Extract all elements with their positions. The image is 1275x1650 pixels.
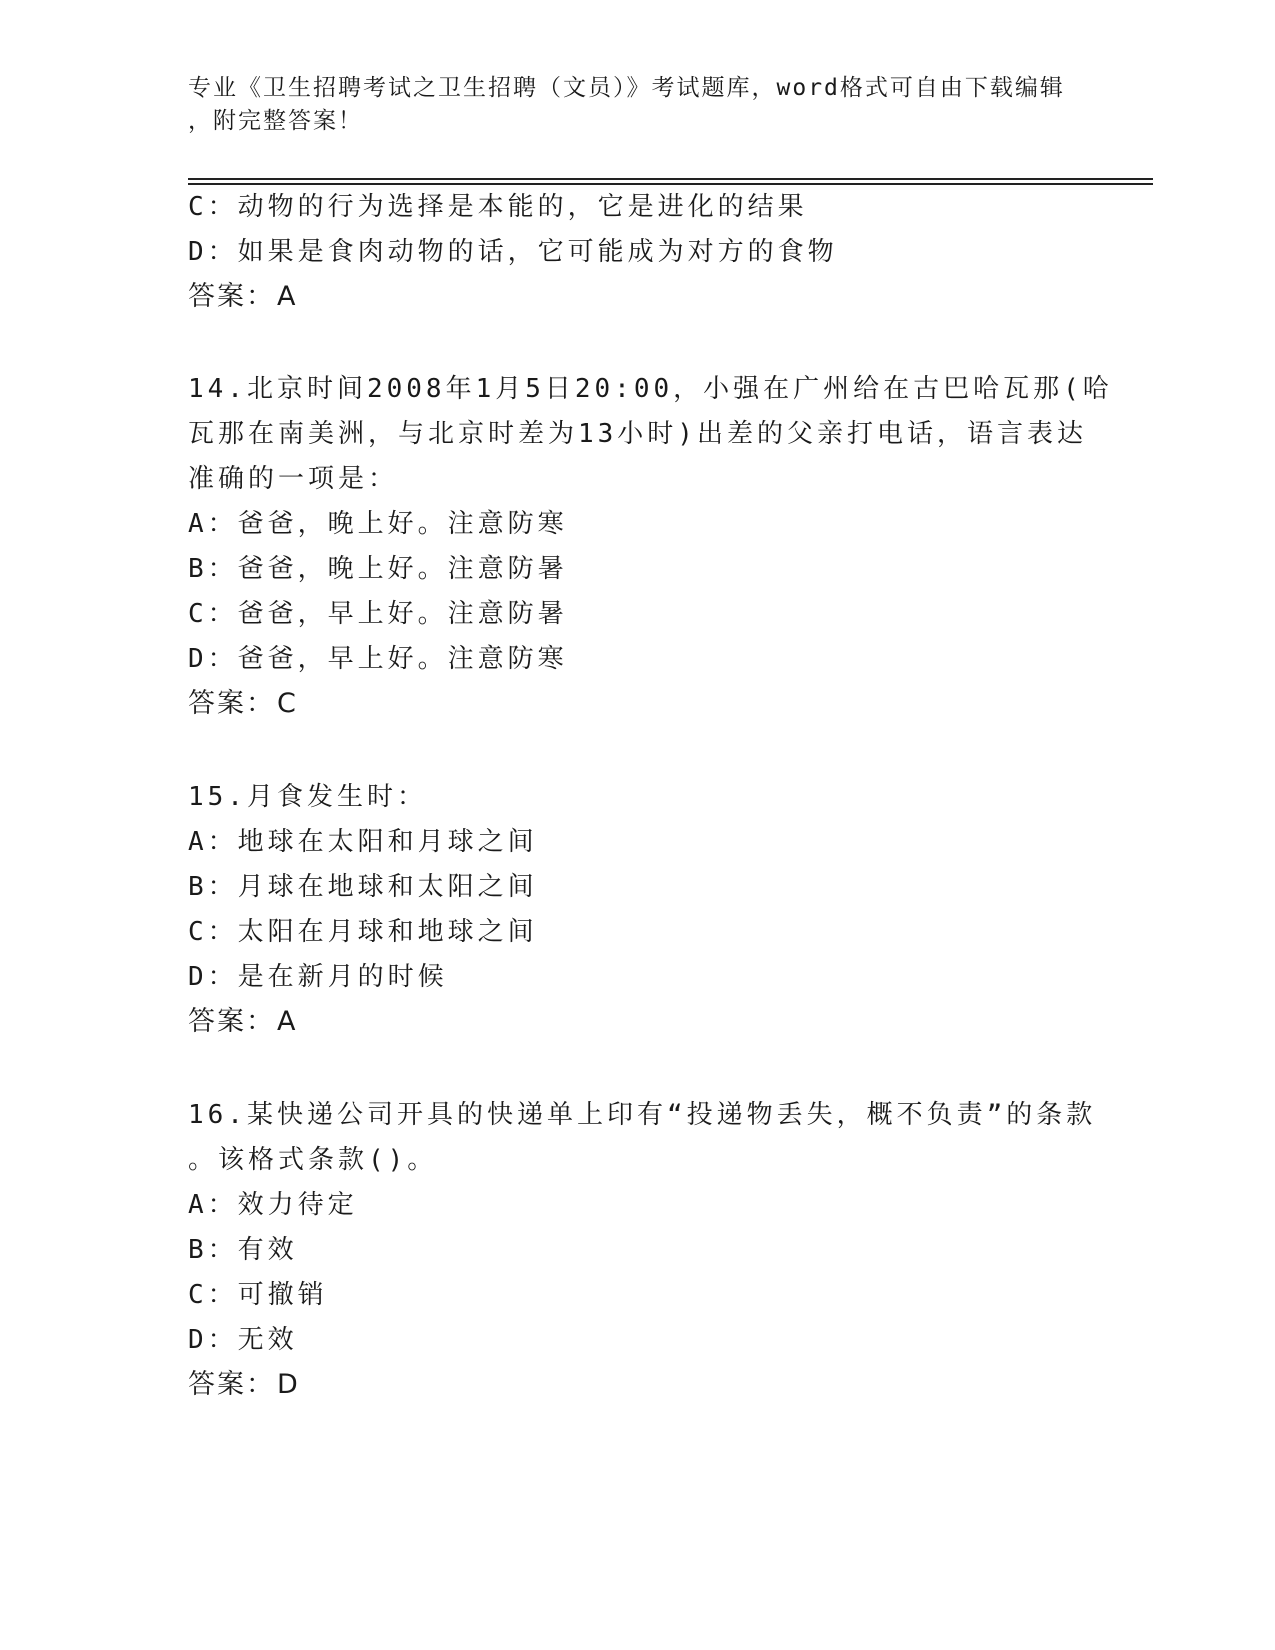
q15-option-a: A：地球在太阳和月球之间 bbox=[188, 827, 538, 857]
q14-option-b: B：爸爸，晚上好。注意防暑 bbox=[188, 554, 568, 584]
answer-value: A bbox=[277, 1006, 298, 1037]
q13-option-d: D：如果是食肉动物的话，它可能成为对方的食物 bbox=[188, 237, 838, 267]
answer-label: 答案： bbox=[188, 281, 275, 312]
q14-answer bbox=[188, 687, 298, 721]
q16-answer bbox=[188, 1368, 300, 1402]
q14-option-c: C：爸爸，早上好。注意防暑 bbox=[188, 599, 568, 629]
q15-option-b: B：月球在地球和太阳之间 bbox=[188, 872, 538, 902]
q15-answer bbox=[188, 1005, 297, 1039]
header-divider-top bbox=[188, 178, 1153, 180]
q14-stem-line-3: 准确的一项是： bbox=[188, 464, 399, 494]
answer-label: 答案： bbox=[188, 688, 275, 719]
q15-stem-line-1: 15.月食发生时： bbox=[188, 782, 427, 812]
header-line-1: 专业《卫生招聘考试之卫生招聘（文员）》考试题库，word格式可自由下载编辑 bbox=[188, 75, 1065, 101]
header-line-2: ，附完整答案！ bbox=[188, 108, 363, 134]
q13-answer bbox=[188, 280, 297, 314]
q14-stem-line-2: 瓦那在南美洲，与北京时差为13小时)出差的父亲打电话，语言表达 bbox=[188, 419, 1087, 449]
q13-option-c: C：动物的行为选择是本能的，它是进化的结果 bbox=[188, 192, 808, 222]
answer-label: 答案： bbox=[188, 1006, 275, 1037]
q14-option-d: D：爸爸，早上好。注意防寒 bbox=[188, 644, 568, 674]
q15-option-d: D：是在新月的时候 bbox=[188, 962, 448, 992]
q15-option-c: C：太阳在月球和地球之间 bbox=[188, 917, 538, 947]
q16-stem-line-1: 16.某快递公司开具的快递单上印有“投递物丢失，概不负责”的条款 bbox=[188, 1100, 1097, 1130]
q16-option-d: D：无效 bbox=[188, 1325, 298, 1355]
answer-label: 答案： bbox=[188, 1369, 275, 1400]
answer-value: A bbox=[277, 281, 298, 312]
q16-option-b: B：有效 bbox=[188, 1235, 298, 1265]
answer-value: C bbox=[277, 688, 298, 719]
q14-option-a: A：爸爸，晚上好。注意防寒 bbox=[188, 509, 568, 539]
document-header bbox=[188, 72, 1068, 138]
answer-value: D bbox=[277, 1369, 300, 1400]
q14-stem-line-1: 14.北京时间2008年1月5日20:00，小强在广州给在古巴哈瓦那(哈 bbox=[188, 374, 1113, 404]
q16-option-a: A：效力待定 bbox=[188, 1190, 358, 1220]
header-divider-bottom bbox=[188, 183, 1153, 185]
q16-stem-line-2: 。该格式条款()。 bbox=[188, 1145, 438, 1175]
q16-option-c: C：可撤销 bbox=[188, 1280, 328, 1310]
